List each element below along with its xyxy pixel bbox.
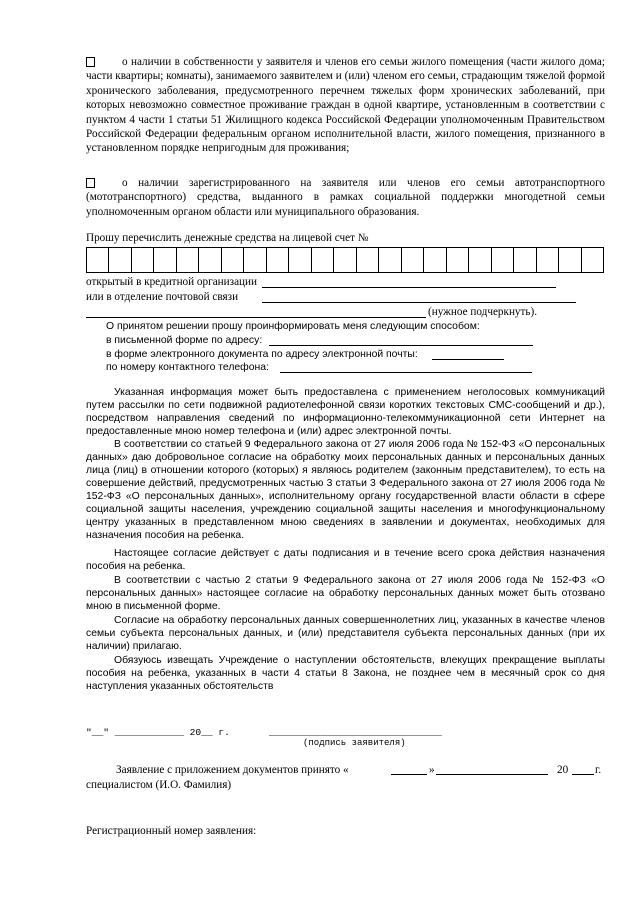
accepted-year-prefix: 20: [557, 764, 569, 776]
notify-phone-label: по номеру контактного телефона:: [106, 362, 269, 373]
paragraph-family-consent: Согласие на обработку персональных данных совершеннолетних лиц, указанных в качестве членов семьи субъекта персональных данных, и (или) представителя субъекта персональных данных (при их наличии) прилагаю.: [86, 615, 605, 652]
extra-field[interactable]: [86, 317, 426, 318]
paragraph-validity: Настоящее согласие действует с даты подписания и в течение всего срока действия назначения пособия на ребенка.: [86, 548, 605, 572]
notify-mail-field[interactable]: [269, 345, 533, 346]
notify-title: О принятом решении прошу проинформировать меня следующим способом:: [106, 321, 480, 332]
specialist-label: специалистом (И.О. Фамилия): [86, 779, 232, 791]
post-field[interactable]: [262, 302, 576, 303]
accepted-year-field[interactable]: [572, 774, 594, 775]
bank-label: открытый в кредитной организации: [86, 276, 257, 288]
accepted-year-suffix: г.: [595, 764, 602, 776]
paragraph-revocation: В соответствии с частью 2 статьи 9 Федерального закона от 27 июля 2006 года № 152-ФЗ «О персональных данных» настоящее согласие на обработку персональных данных может быть отозвано мною в письменной форме.: [86, 575, 605, 612]
signature-date[interactable]: "__" ____________ 20__ г.: [86, 727, 230, 738]
paragraph-consent: В соответствии со статьей 9 Федерального закона от 27 июля 2006 года № 152-ФЗ «О персональных данных» даю добровольное согласие на обработку моих персональных данных и персональных данных лица (лиц) в отношении которого (которых) я являюсь родителем (законным представителем), то есть на совершение действий, предусмотренных частью 3 статьи 3 Федерального закона от 27 июля 2006 года № 152-ФЗ «О персональных данных», исполнительному органу государственной власти области в сфере социальной защиты населения, учреждению социальной защиты населения и многофункциональному центру указанных в представленном мною сведениях в заявлении и документах, необходимых для назначения пособия на ребенка.: [86, 439, 605, 541]
paragraph-communication: Указанная информация может быть предоставлена с применением неголосовых коммуникаций путем рассылки по сети подвижной радиотелефонной связи коротких текстовых СМС-сообщений и др.), посредством направления сведений по информационно-телекоммуникационной сети Интернет на предоставленные мною номер телефона и (или) адрес электронной почты.: [86, 387, 605, 437]
accepted-month-field[interactable]: [436, 774, 548, 775]
accepted-close-quote: »: [429, 764, 435, 776]
notify-mail-label: в письменной форме по адресу:: [106, 335, 263, 346]
underline-note: (нужное подчеркнуть).: [428, 306, 538, 318]
accepted-day-field[interactable]: [391, 774, 427, 775]
registration-label: Регистрационный номер заявления:: [86, 825, 257, 837]
account-label: Прошу перечислить денежные средства на лицевой счет №: [86, 232, 369, 244]
notify-email-label: в форме электронного документа по адресу электронной почты:: [106, 349, 418, 360]
signature-caption: (подпись заявителя): [303, 738, 406, 748]
option-text-housing: о наличии в собственности у заявителя и членов его семьи жилого помещения (части жилого дома; части квартиры; комнаты), занимаемого заявителем и (или) членом его семьи, страдающим тяжелой формой хронического заболевания, предусмотренного перечнем тяжелых форм хронических заболеваний, при которых невозможно совместное проживание граждан в одной квартире, установленным в соответствии с пунктом 4 части 1 статьи 51 Жилищного кодекса Российской Федерации уполномоченным Правительством Российской Федерации федеральным органом исполнительной власти, жилого помещения, признанного в установленном порядке непригодным для проживания;: [86, 56, 605, 155]
notify-email-field[interactable]: [432, 359, 504, 360]
signature-line[interactable]: ______________________________: [269, 727, 442, 738]
bank-field[interactable]: [262, 287, 556, 288]
notify-phone-field[interactable]: [280, 372, 532, 373]
option-text-vehicle: о наличии зарегистрированного на заявителя или членов его семьи автотранспортного (мототранспортного) средства, выданного в рамках социальной поддержки многодетной семьи уполномоченным органом области или муниципального образования.: [86, 177, 605, 218]
paragraph-obligation: Обязуюсь извещать Учреждение о наступлении обстоятельств, влекущих прекращение выплаты пособия на ребенка, указанных в части 4 статьи 8 Закона, не позднее чем в месячный срок со дня наступления указанных обстоятельств: [86, 655, 605, 692]
account-number-grid[interactable]: [86, 247, 604, 273]
post-label: или в отделение почтовой связи: [86, 291, 239, 303]
accepted-text: Заявление с приложением документов принято «: [116, 764, 349, 776]
